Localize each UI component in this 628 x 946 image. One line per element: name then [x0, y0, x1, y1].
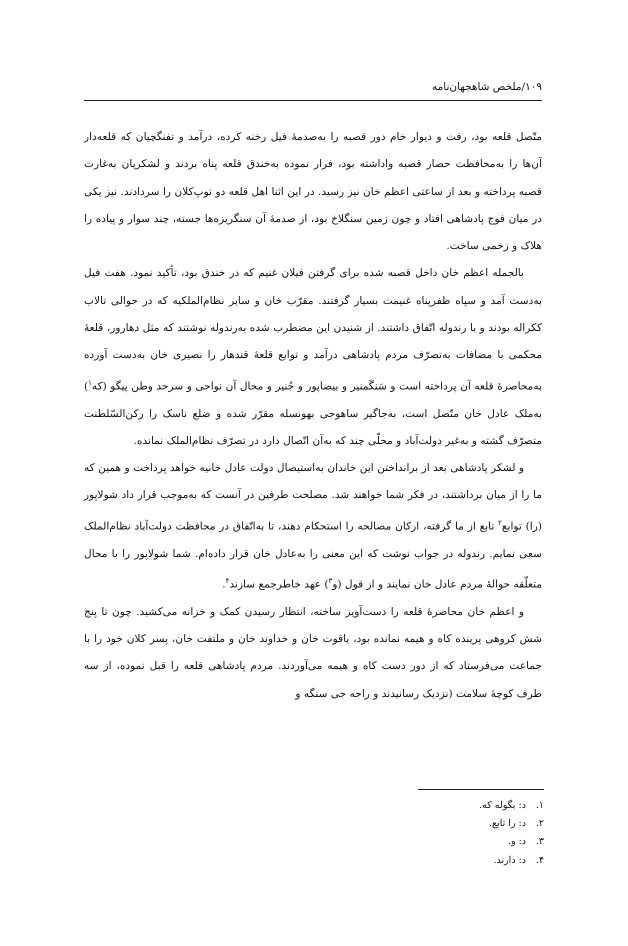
- header-rule: [84, 100, 542, 101]
- footnote-marker-1[interactable]: ۱: [88, 378, 92, 387]
- footnote-number: ۳.: [535, 836, 544, 848]
- paragraph-3-text: و لشکر پادشاهی بعد از برانداختن این خاندان به‌استیصال دولت عادل خانیه خواهد پرداخت و همین که ما را از میان برداشتند، در فکر شما خواهند شد. مصلحت طرفین در آنست که به‌موجب قرار داد شولاپور (را) توابع: [84, 462, 542, 533]
- footnote-3: [244, 833, 544, 851]
- footnote-text: د: و.: [507, 836, 526, 848]
- footnote-2: [244, 815, 544, 833]
- footnote-text: د: بگوله که.: [479, 800, 526, 811]
- paragraph-2-text: بالجمله اعظم خان داخل قصبه شده برای گرفتن فیلان غنیم که در خندق بود، تأکید نمود. هفت فیل به‌دست آمد و سپاه ظفرپناه غنیمت بسیار گرفتند. مقرّب خان و سایر نظام‌الملکیه که در حوالی تالاب ککراله بودند و با رندوله اتّفاق داشتند. از شنیدن این مضطرب شده به‌رندوله نوشتند که مثل دهارور، قلعهٔ محکمی با مضافات به‌تصرّف مردم پادشاهی درآمد و توابع قلعهٔ قندهار را نصیری خان به‌دست آورده به‌محاصرهٔ قلعه آن پرداخته است و سَنگَمنیر و بیضاپور و جُنیر و محال آن نواحی و سرحد وطن پیگو (که: [84, 267, 542, 393]
- main-text: [84, 124, 542, 708]
- footnote-text: د: دارند.: [493, 854, 526, 866]
- paragraph-3-mid: تابع از ما گرفته، ارکان مصالحه را استحکام دهند، تا به‌اتّفاق در محافظت دولت‌آباد نظام‌الملک سعی نمایم. رندوله در جواب نوشت که این معنی را به‌عادل خان قرار داده‌ام. شما شولاپور را با محال متعلّقه حوالهٔ مردم عادل خان نمایند و از قول (و: [84, 520, 542, 591]
- running-header: ۱۰۹/ملخص شاهجهان‌نامه: [432, 81, 542, 93]
- footnote-rule: [418, 789, 544, 790]
- footnote-marker-3[interactable]: ۳: [328, 576, 333, 585]
- footnote-marker-4[interactable]: ۴: [225, 576, 230, 585]
- footnote-4: [244, 852, 544, 870]
- paragraph-1: متّصل قلعه بود، رفت و دیوار خام دور قصبه را به‌صدمهٔ فیل رخنه کرده، درآمد و تفنگچیان که قلعه‌دار آن‌ها را به‌محافظت حصار قصبه واداشته بود، فرار نموده به‌خندق قلعه پناه بردند و لشکریان به‌غارت قصبه پرداخته و بعد از ساعتی اعظم خان نیز رسید. در این اثنا اهل قلعه دو توپ‌کلان را سردادند. نیز یکی در میان فوج پادشاهی افتاد و چون زمین سنگلاخ بود، از صدمهٔ آن سنگریزه‌ها جسته، چند سوار و پیاده را هلاک و زخمی ساخت.: [84, 131, 542, 253]
- footnote-number: ۴.: [535, 854, 544, 866]
- paragraph-3-end: .: [222, 578, 226, 591]
- footnote-text: د: را تابع.: [489, 818, 526, 830]
- paragraph-2-tail: ) به‌ملک عادل خان متّصل است، به‌جاگیر ساهوجی بهونسله مقرّر شده و ضلع ناسک را رکن‌السّلطنت متصرّف گشته و به‌غیر دولت‌آباد و محلّی چند که به‌آن اتّصال دارد در تصرّف نظام‌الملک نمانده.: [84, 380, 542, 447]
- paragraph-4: و اعظم خان محاصرهٔ قلعه را دست‌آویز ساخته، انتظار رسیدن کمک و خزانه می‌کشید. چون تا پنج شش کروهی پرینده کاه و هیمه نمانده بود، یاقوت خان و خداوند خان و ملتفت خان، پسر کلان خود را با جماعت می‌فرستاد که از دور دست کاه و هیمه می‌آوردند. مردم پادشاهی قلعه را قبل نموده، از سه طرف کوچهٔ سلامت (نزدیک رسانیدند و راجه جی سنگه و: [84, 605, 542, 700]
- footnote-number: ۱.: [535, 800, 544, 811]
- footnote-1: [244, 797, 544, 815]
- footnote-number: ۲.: [535, 818, 544, 830]
- footnotes: [244, 797, 544, 870]
- paragraph-2: [84, 260, 542, 455]
- paragraph-3-tail: ) عهد خاطرجمع سازند: [229, 578, 329, 591]
- footnote-marker-2[interactable]: ۲: [498, 518, 502, 527]
- paragraph-3: [84, 455, 542, 599]
